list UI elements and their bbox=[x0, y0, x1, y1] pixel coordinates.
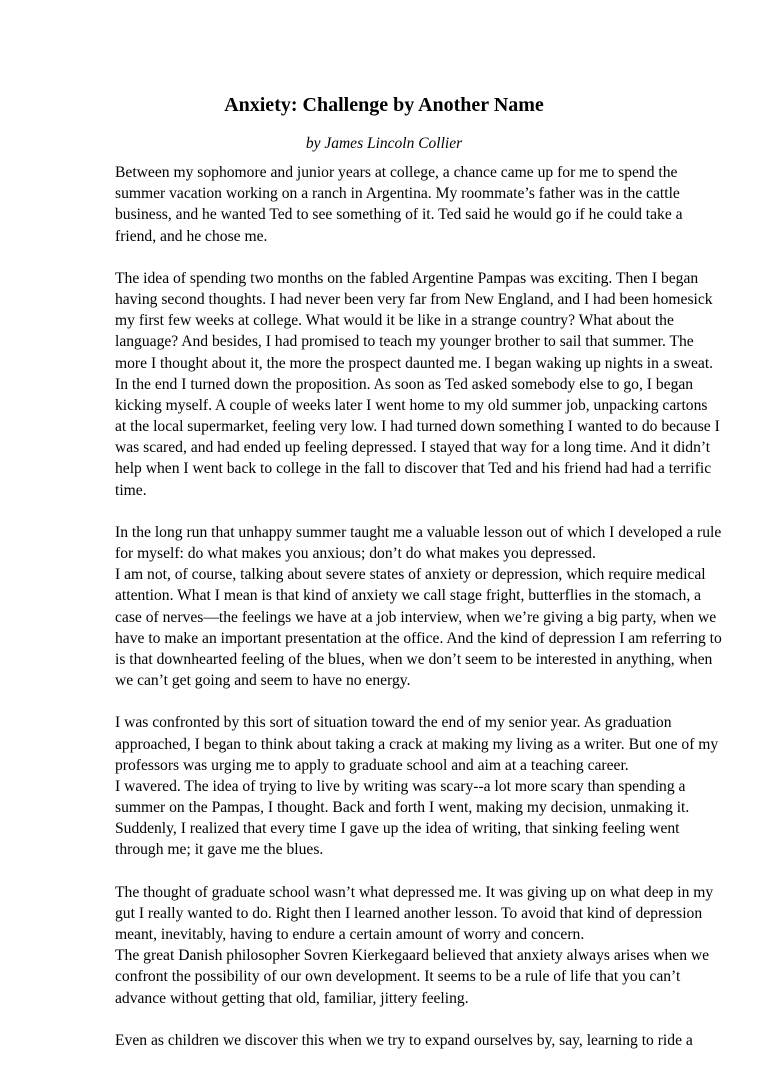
text-line: summer on the Pampas, I thought. Back and forth I went, making my decision, unmaking it. bbox=[115, 799, 690, 817]
text-line: In the long run that unhappy summer taught me a valuable lesson out of which I developed a rule bbox=[115, 523, 722, 541]
document-title: Anxiety: Challenge by Another Name bbox=[224, 94, 544, 116]
text-line: having second thoughts. I had never been very far from New England, and I had been homesick bbox=[115, 290, 713, 308]
text-line: help when I went back to college in the fall to discover that Ted and his friend had had a terrific bbox=[115, 460, 712, 478]
text-line: case of nerves—the feelings we have at a job interview, when we’re giving a big party, when we bbox=[115, 608, 717, 626]
text-line: is that downhearted feeling of the blues, when we don’t seem to be interested in anything, when bbox=[115, 650, 713, 668]
text-line: The thought of graduate school wasn’t what depressed me. It was giving up on what deep in my bbox=[115, 883, 714, 901]
text-line: The idea of spending two months on the fabled Argentine Pampas was exciting. Then I began bbox=[115, 269, 699, 287]
text-line: Between my sophomore and junior years at college, a chance came up for me to spend the bbox=[115, 164, 678, 181]
text-line: I am not, of course, talking about severe states of anxiety or depression, which require medical bbox=[115, 566, 706, 584]
text-line: kicking myself. A couple of weeks later I went home to my old summer job, unpacking cartons bbox=[115, 396, 708, 414]
text-line: confront the possibility of our own development. It seems to be a rule of life that you can’t bbox=[115, 968, 681, 986]
paragraph bbox=[115, 162, 755, 247]
text-line: through me; it gave me the blues. bbox=[115, 841, 324, 859]
text-line: approached, I began to think about taking a crack at making my living as a writer. But one of my bbox=[115, 735, 719, 753]
text-line: for myself: do what makes you anxious; don’t do what makes you depressed. bbox=[115, 545, 596, 562]
text-line: professors was urging me to apply to graduate school and aim at a teaching career. bbox=[115, 756, 629, 774]
author-byline: by James Lincoln Collier bbox=[305, 135, 463, 152]
text-line: summer vacation working on a ranch in Argentina. My roommate’s father was in the cattle bbox=[115, 185, 680, 203]
text-line: gut I really wanted to do. Right then I learned another lesson. To avoid that kind of depression bbox=[115, 904, 703, 922]
paragraph bbox=[115, 522, 755, 692]
text-line: was scared, and had ended up feeling depressed. I stayed that way for a long time. And it didn’t bbox=[115, 439, 711, 457]
paragraph bbox=[115, 1030, 755, 1051]
text-line: more I thought about it, the more the prospect daunted me. I began waking up nights in a sweat. bbox=[115, 354, 714, 372]
text-line: time. bbox=[115, 481, 147, 499]
text-line: Suddenly, I realized that every time I gave up the idea of writing, that sinking feeling went bbox=[115, 820, 680, 838]
text-line: The great Danish philosopher Sovren Kierkegaard believed that anxiety always arises when we bbox=[115, 947, 710, 965]
text-line: friend, and he chose me. bbox=[115, 227, 268, 245]
text-line: meant, inevitably, having to endure a certain amount of worry and concern. bbox=[115, 926, 585, 943]
text-line: we can’t get going and seem to have no energy. bbox=[115, 672, 411, 690]
text-line: Even as children we discover this when we try to expand ourselves by, say, learning to ride a bbox=[115, 1031, 693, 1049]
text-line: language? And besides, I had promised to teach my younger brother to sail that summer. The bbox=[115, 333, 694, 351]
text-line: I wavered. The idea of trying to live by writing was scary--a lot more scary than spending a bbox=[115, 777, 686, 795]
paragraph bbox=[115, 882, 755, 1009]
document-body bbox=[115, 162, 755, 1072]
text-line: In the end I turned down the proposition. As soon as Ted asked somebody else to go, I began bbox=[115, 375, 694, 393]
text-line: business, and he wanted Ted to see something of it. Ted said he would go if he could take a bbox=[115, 206, 683, 224]
text-line: attention. What I mean is that kind of anxiety we call stage fright, butterflies in the stomach, a bbox=[115, 587, 702, 605]
paragraph bbox=[115, 712, 755, 860]
paragraph bbox=[115, 268, 755, 501]
text-line: I was confronted by this sort of situation toward the end of my senior year. As graduation bbox=[115, 714, 672, 732]
text-line: advance without getting that old, familiar, jittery feeling. bbox=[115, 989, 469, 1007]
text-line: have to make an important presentation at the office. And the kind of depression I am referring to bbox=[115, 629, 722, 647]
text-line: my first few weeks at college. What would it be like in a strange country? What about the bbox=[115, 312, 674, 330]
text-line: at the local supermarket, feeling very low. I had turned down something I wanted to do because I bbox=[115, 418, 720, 436]
